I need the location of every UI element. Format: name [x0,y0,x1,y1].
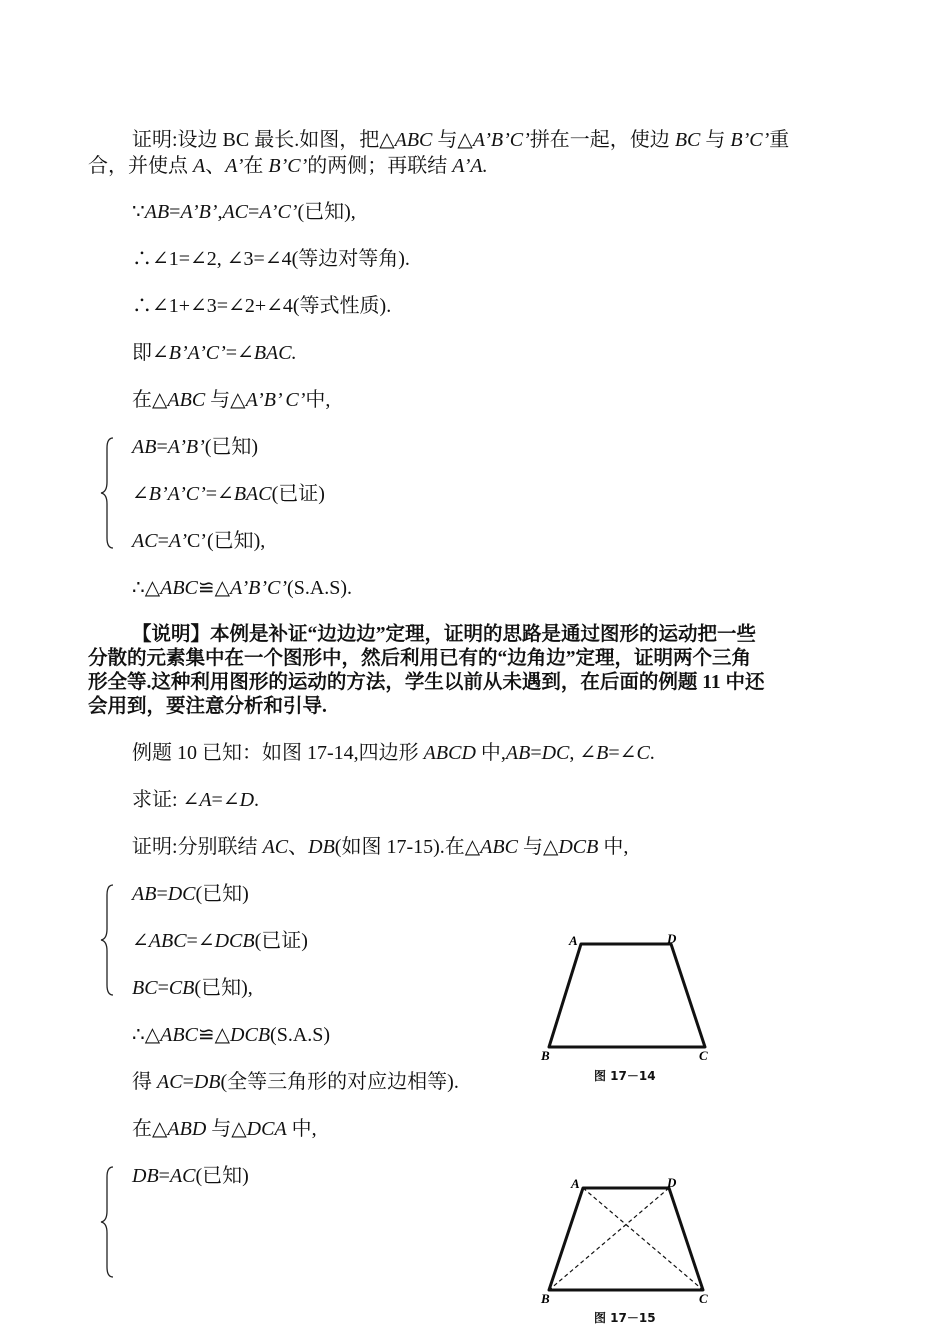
vertex-label-a: A [569,933,578,948]
figure-17-15-caption: 图 17－15 [594,1311,656,1325]
trapezoid-abcd [549,944,705,1047]
step-given-equal-sides: ∵AB=A’B’,AC=A’C’(已知), [132,201,356,223]
proof-intro-line-1: 证明:设边 BC 最长.如图，把△ABC 与△A’B’C’拼在一起，使边 BC 与 B’C’重 [132,129,790,151]
note-line-2: 分散的元素集中在一个图形中，然后利用已有的“边角边”定理，证明两个三角 [88,648,752,669]
step-angle-sum: ∴∠1+∠3=∠2+∠4(等式性质). [132,295,392,317]
conclusion-1: ∴△ABC≌△A’B’C’(S.A.S). [132,577,353,599]
step-equal-angles: ∴∠1=∠2, ∠3=∠4(等边对等角). [132,248,410,270]
figure-17-15 [535,1172,725,1307]
vertex-label-d: D [667,1175,677,1190]
left-brace-1 [98,436,116,550]
sys2-line-3: BC=CB(已知), [132,977,253,999]
sys3-line-1: DB=AC(已知) [132,1165,249,1187]
vertex-label-c: C [699,1291,708,1306]
trapezoid-abcd [549,1188,703,1290]
figure-17-14 [535,926,725,1066]
step-ac-equals-db: 得 AC=DB(全等三角形的对应边相等). [132,1071,459,1093]
sys1-line-1: AB=A’B’(已知) [132,436,259,458]
sys2-line-2: ∠ABC=∠DCB(已证) [132,930,308,952]
example-10-given: 例题 10 已知：如图 17-14,四边形 ABCD 中,AB=DC, ∠B=∠C. [132,742,655,764]
vertex-label-b: B [541,1291,550,1306]
vertex-label-c: C [699,1048,708,1063]
left-brace-2 [98,883,116,997]
step-in-abd-dca: 在△ABD 与△DCA 中, [132,1118,317,1140]
sys2-line-1: AB=DC(已知) [132,883,249,905]
vertex-label-b: B [541,1048,550,1063]
example-10-prove: 求证: ∠A=∠D. [132,789,260,811]
sys1-line-3: AC=A’C’(已知), [132,530,266,552]
sys1-line-2: ∠B’A’C’=∠BAC(已证) [132,483,325,505]
note-line-3: 形全等.这种利用图形的运动的方法，学生以前从未遇到，在后面的例题 11 中还 [88,672,765,693]
note-line-1: 【说明】本例是补证“边边边”定理，证明的思路是通过图形的运动把一些 [132,624,757,645]
left-brace-3 [98,1165,116,1279]
step-in-triangles: 在△ABC 与△A’B’ C’中, [132,389,331,411]
conclusion-2: ∴△ABC≌△DCB(S.A.S) [132,1024,331,1046]
vertex-label-a: A [571,1176,580,1191]
example-10-proof: 证明:分别联结 AC、DB(如图 17-15).在△ABC 与△DCB 中, [132,836,629,858]
vertex-label-d: D [667,931,677,946]
note-line-4: 会用到，要注意分析和引导. [88,696,327,717]
step-angle-equal: 即∠B’A’C’=∠BAC. [132,342,297,364]
proof-intro-line-2: 合，并使点 A、A’在 B’C’的两侧；再联结 A’A. [88,155,488,177]
figure-17-14-caption: 图 17－14 [594,1069,656,1083]
